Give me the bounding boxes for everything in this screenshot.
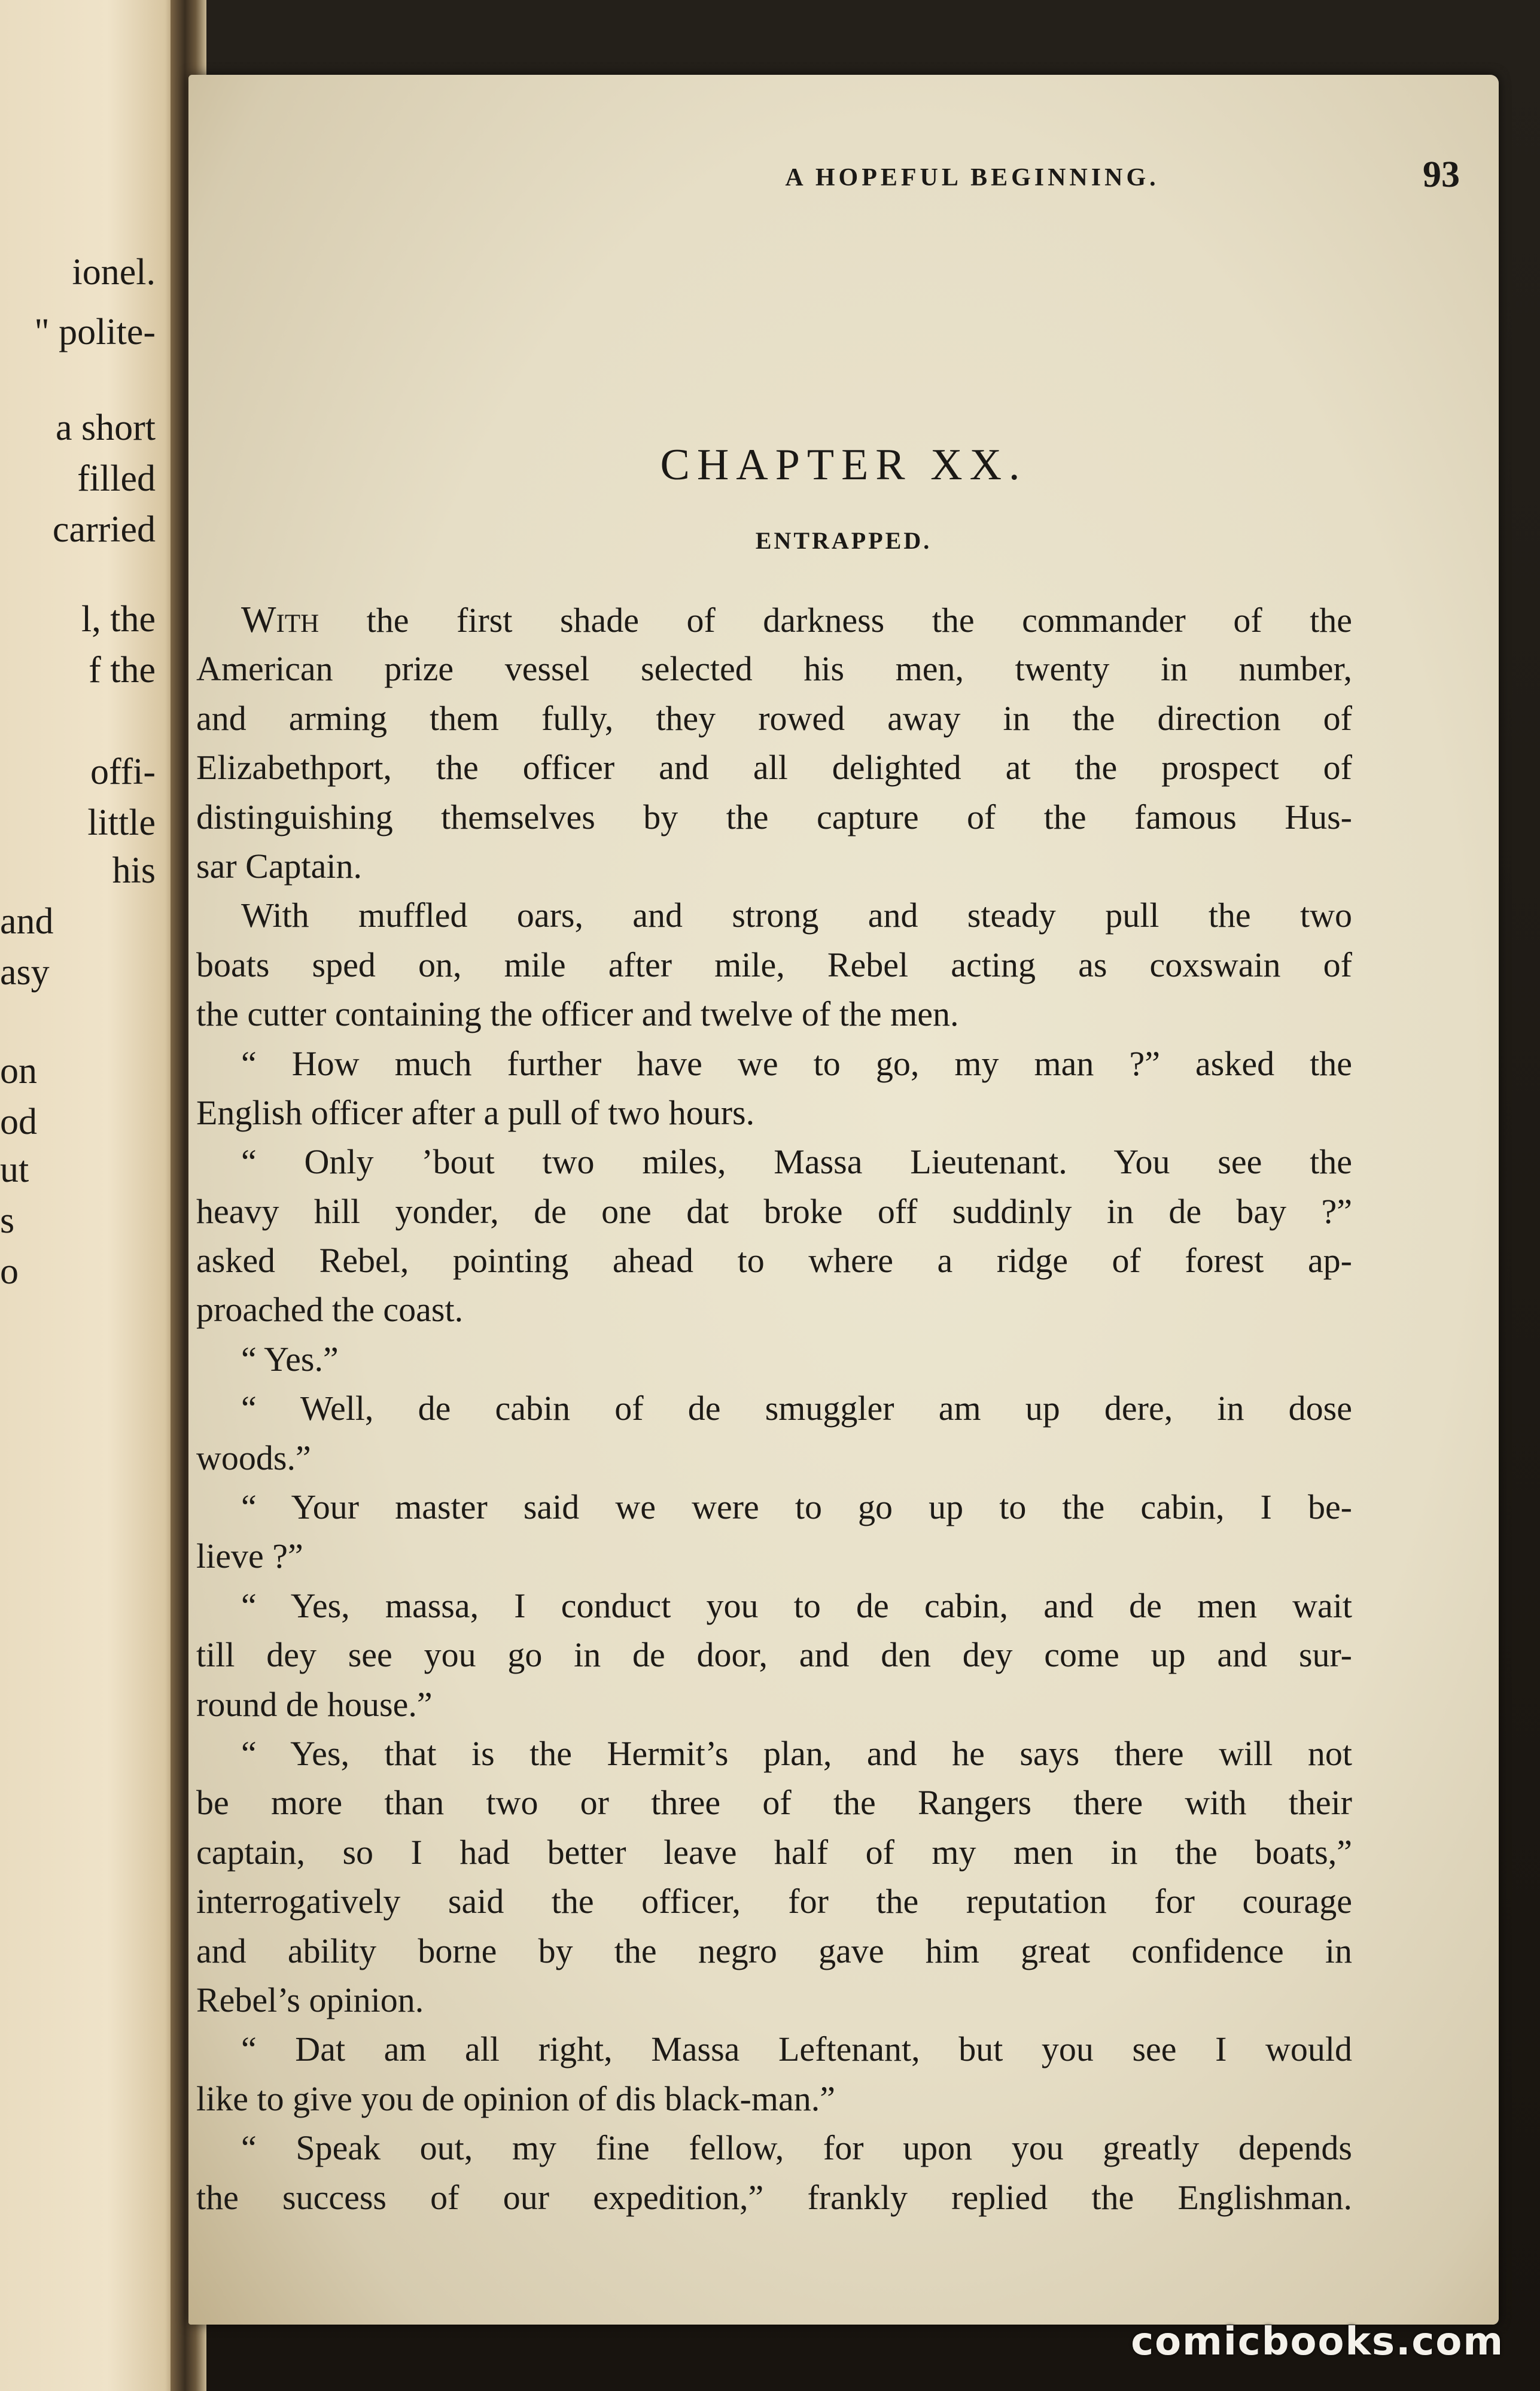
left-page-fragment: a short: [55, 407, 156, 448]
text-line-content: American prize vessel selected his men, twenty in number,: [196, 649, 1352, 689]
text-line: [196, 1285, 1352, 1334]
text-line: [196, 1532, 1352, 1581]
text-line-content: heavy hill yonder, de one dat broke off suddinly in de bay ?”: [196, 1191, 1352, 1231]
left-page-fragment: carried: [52, 509, 156, 550]
text-line-content: boats sped on, mile after mile, Rebel acting as coxswain of: [196, 945, 1352, 984]
text-line-content: till dey see you go in de door, and den dey come up and sur-: [196, 1635, 1352, 1675]
text-line: [196, 1976, 1352, 2025]
text-line: [196, 1088, 1352, 1137]
text-line: [196, 1828, 1352, 1877]
chapter-body-text: [196, 595, 1352, 2222]
left-page-fragment: on: [0, 1051, 37, 1091]
text-line: [196, 595, 1352, 644]
chapter-title: CHAPTER XX.: [660, 440, 1027, 489]
text-line-content: the cutter containing the officer and twelve of the men.: [196, 994, 959, 1034]
text-line-content: distinguishing themselves by the capture of the famous Hus-: [196, 797, 1352, 836]
text-line-content: “ Yes.”: [241, 1339, 339, 1379]
left-page-fragment: filled: [77, 458, 156, 499]
text-line-content: With muffled oars, and strong and steady pull the two: [241, 896, 1352, 935]
left-page-fragment: and: [0, 901, 54, 942]
text-line: [196, 891, 1352, 940]
text-line-content: asked Rebel, pointing ahead to where a ridge of forest ap-: [196, 1241, 1352, 1280]
drop-lead-word: With: [241, 600, 319, 640]
text-line-content: “ Only ’bout two miles, Massa Lieutenant. You see the: [241, 1142, 1352, 1182]
left-page-fragment: o: [0, 1251, 19, 1292]
text-line: [196, 2173, 1352, 2222]
left-page-fragment: od: [0, 1102, 37, 1142]
text-line: [196, 1680, 1352, 1729]
text-line: [196, 1236, 1352, 1285]
text-line-content: Elizabethport, the officer and all delighted at the prospect of: [196, 748, 1352, 787]
text-line: [196, 2025, 1352, 2074]
text-line: [196, 2074, 1352, 2124]
left-page-fragment: asy: [0, 952, 50, 993]
text-line-content: English officer after a pull of two hours.: [196, 1093, 755, 1132]
text-line: [196, 1039, 1352, 1088]
text-line: [196, 1630, 1352, 1680]
text-line: [196, 1384, 1352, 1433]
text-line-content: “ Dat am all right, Massa Leftenant, but you see I would: [241, 2030, 1352, 2069]
watermark-logo: comicbooks.com: [1131, 2320, 1504, 2364]
text-line-content: sar Captain.: [196, 846, 363, 886]
right-page: [188, 75, 1499, 2325]
page-number: 93: [1423, 154, 1460, 195]
text-line-content: and arming them fully, they rowed away in the direction of: [196, 698, 1352, 738]
text-line: [196, 2124, 1352, 2173]
text-line: [196, 1335, 1352, 1384]
text-line: [196, 743, 1352, 792]
left-page-fragment: his: [112, 850, 156, 891]
left-page-fragment: l, the: [81, 599, 156, 640]
text-line: [196, 1434, 1352, 1483]
text-line-content: Rebel’s opinion.: [196, 1980, 424, 2019]
text-line-content: “ Yes, massa, I conduct you to de cabin, and de men wait: [241, 1586, 1352, 1625]
text-line-content: “ Yes, that is the Hermit’s plan, and he says there will not: [241, 1733, 1352, 1773]
left-page-fragment: ut: [0, 1149, 29, 1190]
text-line-content: lieve ?”: [196, 1537, 303, 1576]
chapter-subtitle: ENTRAPPED.: [755, 527, 932, 554]
text-line-content: “ Your master said we were to go up to the cabin, I be-: [241, 1487, 1352, 1527]
left-page-fragment: little: [87, 802, 156, 843]
text-line: [196, 842, 1352, 891]
text-line-content: be more than two or three of the Rangers there with their: [196, 1783, 1352, 1823]
text-line: [196, 1187, 1352, 1236]
text-line-content: the success of our expedition,” frankly replied the Englishman.: [196, 2177, 1352, 2217]
text-line-content: “ How much further have we to go, my man ?” asked the: [241, 1044, 1352, 1083]
text-line-content: round de house.”: [196, 1684, 433, 1724]
left-page-fragment: f the: [89, 650, 156, 690]
text-line-content: “ Well, de cabin of de smuggler am up dere, in dose: [241, 1389, 1352, 1428]
text-line-content: interrogatively said the officer, for the reputation for courage: [196, 1882, 1352, 1921]
text-line-content: captain, so I had better leave half of my men in the boats,”: [196, 1832, 1352, 1872]
text-line-content: “ Speak out, my fine fellow, for upon you greatly depends: [241, 2128, 1352, 2168]
text-line: [196, 941, 1352, 990]
text-line-content: and ability borne by the negro gave him great confidence in: [196, 1931, 1352, 1970]
text-line: [196, 694, 1352, 743]
left-page-fragment: " polite-: [34, 312, 156, 352]
text-line-content: the first shade of darkness the commander of the: [366, 601, 1352, 640]
text-line: [196, 1778, 1352, 1827]
left-page-edge: [0, 0, 179, 2391]
text-line: [196, 1581, 1352, 1630]
text-line: [196, 1137, 1352, 1187]
running-head: A HOPEFUL BEGINNING.: [785, 164, 1159, 191]
text-line: [196, 793, 1352, 842]
text-line: [196, 990, 1352, 1039]
left-page-fragment: ionel.: [72, 252, 156, 293]
text-line-content: proached the coast.: [196, 1290, 464, 1330]
text-line: [196, 1877, 1352, 1926]
left-page-fragment: s: [0, 1200, 15, 1241]
left-page-fragment: offi-: [90, 752, 156, 792]
text-line: [196, 644, 1352, 693]
text-line: [196, 1483, 1352, 1532]
text-line: [196, 1729, 1352, 1778]
text-line-content: like to give you de opinion of dis black-man.”: [196, 2079, 835, 2118]
text-line: [196, 1927, 1352, 1976]
text-line-content: woods.”: [196, 1438, 311, 1477]
